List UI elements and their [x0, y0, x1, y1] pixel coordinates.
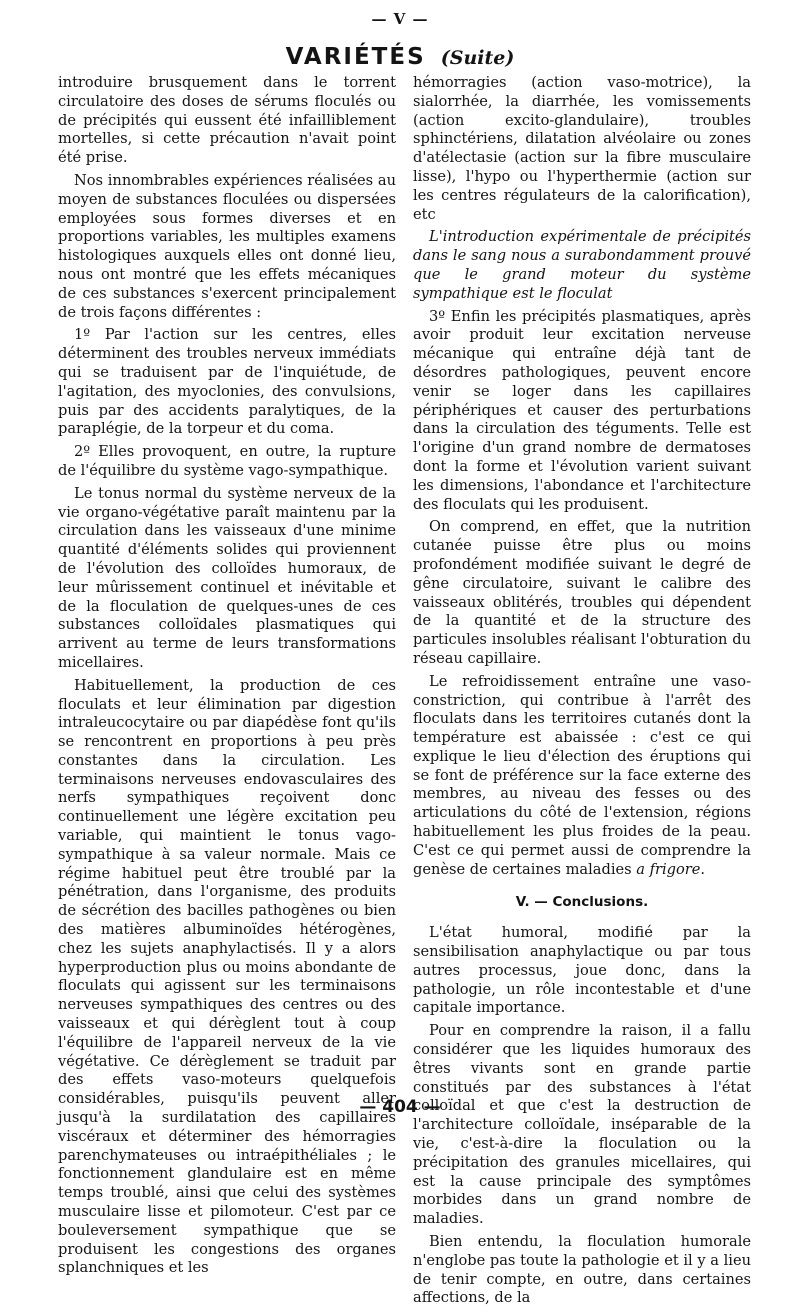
paragraph: Nos innombrables expériences réalisées au moyen de substances floculées ou dispersées employées sous formes diverses et en proportions variables, les multiples examens histologiques auxquels elles ont donné lieu, nous ont montré que les effets mécaniques de ces substances s'exercent principalement de trois façons différentes : [58, 171, 396, 321]
paragraph: 1º Par l'action sur les centres, elles déterminent des troubles nerveux immédiats qui se traduisent par de l'inquiétude, de l'agitation, des myoclonies, des convulsions, puis par des accidents paralytiques, de la paraplégie, de la torpeur et du coma. [58, 326, 396, 438]
page-number: — 404 — [359, 1097, 441, 1117]
paragraph: hémorragies (action vaso-motrice), la sialorrhée, la diarrhée, les vomissements (action excito-glandulaire), troubles sphinctériens, dilatation alvéolaire ou zones d'atélectasie (action sur la fibre musculaire lisse), l'hypo ou l'hyperthermie (action sur les centres régulateurs de la calorification), etc [413, 74, 751, 223]
paragraph: L'état humoral, modifié par la sensibilisation anaphylactique ou par tous autres processus, joue donc, dans la pathologie, un rôle incontestable et d'une capitale importance. [413, 924, 751, 1017]
paragraph: On comprend, en effet, que la nutrition cutanée puisse être plus ou moins profondément modifiée suivant le degré de gêne circulatoire, suivant le calibre des vaisseaux oblitérés, troubles qui dépendent de la quantité et de la structure des particules insolubles réalisant l'obturation du réseau capillaire. [413, 518, 751, 667]
paragraph: Bien entendu, la floculation humorale n'englobe pas toute la pathologie et il y a lieu de tenir compte, en outre, dans certaines affections, de la [413, 1233, 751, 1307]
paragraph: 2º Elles provoquent, en outre, la rupture de l'équilibre du système vago-sympathique. [58, 443, 396, 479]
paragraph-text: Le refroidissement entraîne une vaso-constriction, qui contribue à l'arrêt des floculats dans les territoires cutanés dont la température est abaissée : c'est ce qui explique le lieu d'élection des éruptions qui se font de préférence sur la face externe des membres, au niveau des fesses ou des articulations du côté de l'extension, régions habituellement les plus froides de la peau. C'est ce qui permet aussi de comprendre la genèse de certaines maladies [413, 672, 751, 878]
paragraph: introduire brusquement dans le torrent circulatoire des doses de sérums floculés ou de précipités qui eussent été infailliblement mortelles, si cette précaution n'avait point été prise. [58, 74, 396, 167]
italic-term: a frigore [636, 860, 701, 878]
section-heading-conclusions: V. — Conclusions. [515, 894, 649, 911]
paragraph [413, 673, 751, 880]
paragraph: 3º Enfin les précipités plasmatiques, après avoir produit leur excitation nerveuse mécanique qui entraîne déjà tant de désordres pathologiques, peuvent encore venir se loger dans les capillaires périphériques et causer des perturbations dans la circulation des téguments. Telle est l'origine d'un grand nombre de dermatoses dont la forme et l'évolution varient suivant les dimensions, l'abondance et l'architecture des floculats qui les produisent. [413, 307, 751, 513]
running-title [0, 42, 800, 74]
paragraph: Habituellement, la production de ces floculats et leur élimination par digestion intraleucocytaire ou par diapédèse font qu'ils se rencontrent en proportions à peu près constantes dans la circulation. Les terminaisons nerveuses endovasculaires des nerfs sympathiques reçoivent donc continuellement une légère excitation peu variable, qui maintient le tonus vago-sympathique à sa valeur normale. Mais ce régime habituel peut être troublé par la pénétration, dans l'organisme, des produits de sécrétion des bacilles pathogènes ou bien des matières albuminoïdes hétérogènes, chez les sujets anaphylactisés. Il y a alors hyperproduction plus ou moins abondante de floculats qui agissent sur les terminaisons nerveuses sympathiques des centres ou des vaisseaux et qui dérèglent tout à coup l'équilibre de l'appareil nerveux de la vie végétative. Ce dérèglement se traduit par des effets vaso-moteurs quelquefois considérables, puisqu'ils peuvent aller jusqu'à la surdilatation des capillaires viscéraux et déterminer des hémorragies parenchymateuses ou intraépithéliales ; le fonctionnement glandulaire est en même temps troublé, ainsi que celui des systèmes musculaire lisse et pilomoteur. C'est par ce bouleversement sympathique que se produisent les congestions des organes splanchniques et les [58, 676, 396, 1277]
page-marker: — V — [371, 10, 429, 28]
paragraph: Le tonus normal du système nerveux de la vie organo-végétative paraît maintenu par la circulation dans les vaisseaux d'une minime quantité d'éléments solides qui proviennent de l'évolution des colloïdes humoraux, de leur mûrissement continuel et inévitable et de la floculation de quelques-unes de ces substances colloïdales plasmatiques qui arrivent au terme de leurs transformations micellaires. [58, 484, 396, 671]
section-subtitle: (Suite) [440, 47, 515, 69]
paragraph: Pour en comprendre la raison, il a fallu considérer que les liquides humoraux des êtres vivants sont en grande partie constitués par des substances à l'état colloïdal et que c'est la destruction de l'architecture colloïdale, inséparable de la vie, c'est-à-dire la floculation ou la précipitation des granules micellaires, qui est la cause principale des symptômes morbides dans un grand nombre de maladies. [413, 1022, 751, 1228]
section-title: VARIÉTÉS [285, 44, 426, 70]
italic-statement: L'introduction expérimentale de précipités dans le sang nous a surabondamment prouvé que le grand moteur du système sympathique est le floculat [413, 228, 751, 302]
paragraph-text: . [700, 860, 706, 878]
right-column [413, 74, 751, 1312]
